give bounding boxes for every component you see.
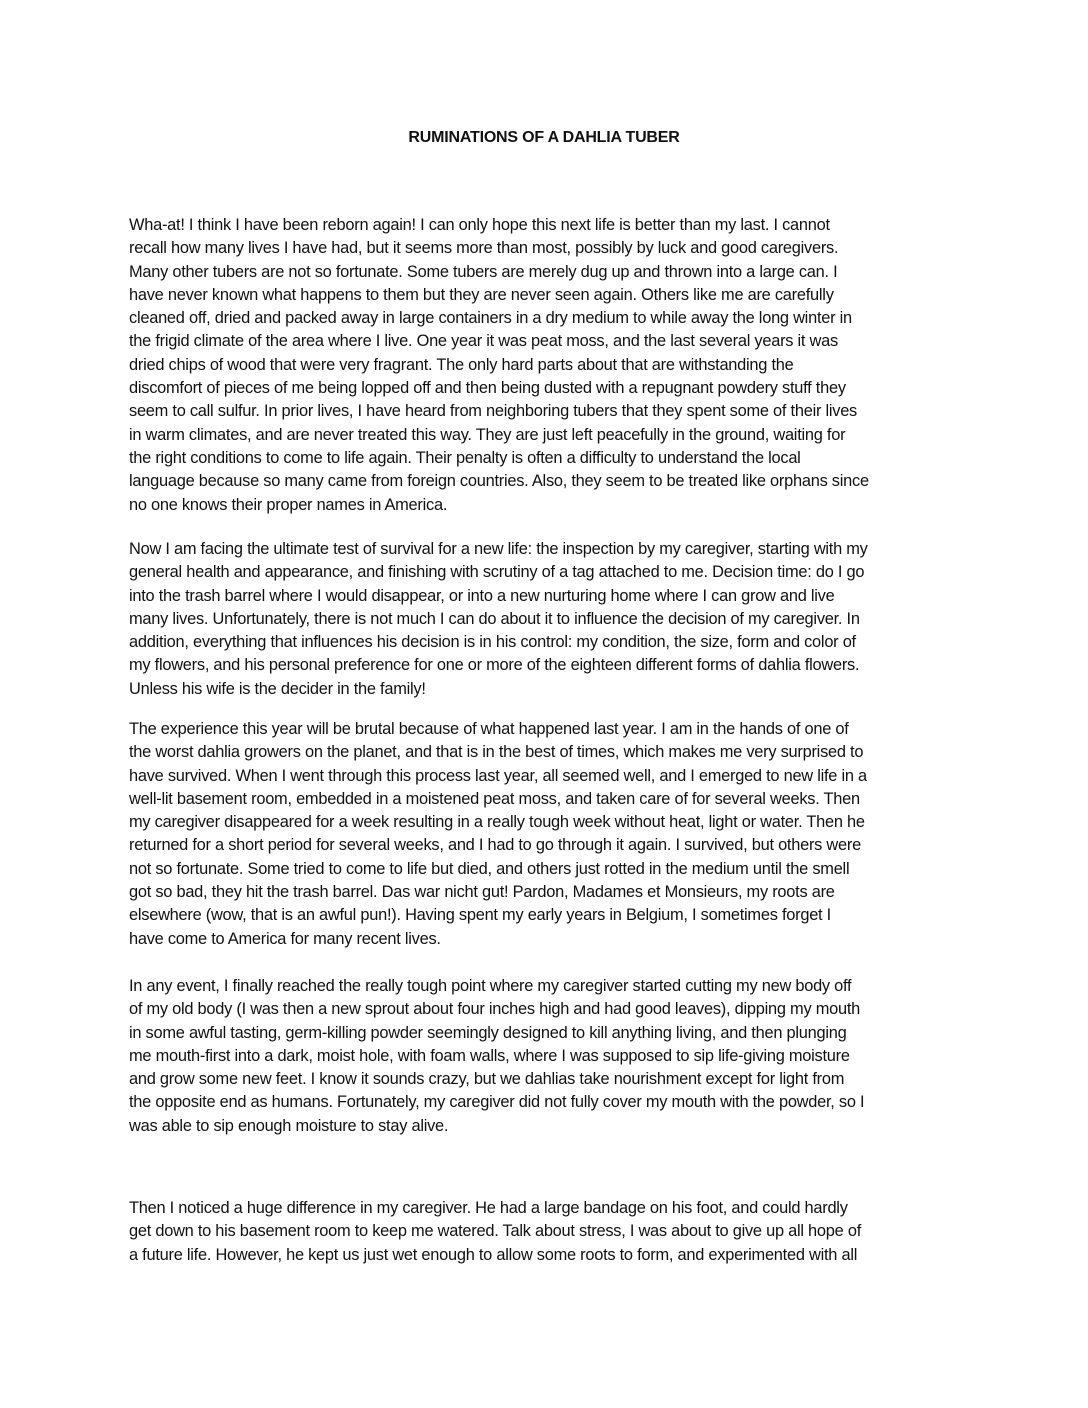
text-line: many lives. Unfortunately, there is not much I can do about it to influence the decision of my caregiver. In bbox=[129, 609, 860, 628]
text-line: general health and appearance, and finishing with scrutiny of a tag attached to me. Decision time: do I go bbox=[129, 563, 865, 582]
text-line: the opposite end as humans. Fortunately, my caregiver did not fully cover my mouth with the powder, so I bbox=[129, 1093, 865, 1112]
text-line: have come to America for many recent lives. bbox=[129, 929, 441, 948]
text-line: me mouth-first into a dark, moist hole, with foam walls, where I was supposed to sip life-giving moisture bbox=[129, 1046, 850, 1065]
paragraph-1 bbox=[129, 214, 969, 517]
text-line: Wha-at! I think I have been reborn again! I can only hope this next life is better than my last. I cannot bbox=[129, 216, 830, 234]
text-line: my caregiver disappeared for a week resulting in a really tough week without heat, light or water. Then he bbox=[129, 813, 865, 832]
text-line: Now I am facing the ultimate test of survival for a new life: the inspection by my caregiver, starting with my bbox=[129, 540, 868, 558]
text-line: got so bad, they hit the trash barrel. Das war nicht gut! Pardon, Madames et Monsieurs, my roots are bbox=[129, 883, 835, 902]
text-line: dried chips of wood that were very fragrant. The only hard parts about that are withstanding the bbox=[129, 355, 794, 374]
text-line: elsewhere (wow, that is an awful pun!). Having spent my early years in Belgium, I sometimes forget I bbox=[129, 906, 831, 925]
paragraph-3 bbox=[129, 718, 969, 951]
text-line: The experience this year will be brutal because of what happened last year. I am in the hands of one of bbox=[129, 720, 849, 738]
text-line: no one knows their proper names in America. bbox=[129, 495, 448, 514]
text-line: the right conditions to come to life again. Their penalty is often a difficulty to understand the local bbox=[129, 448, 801, 467]
text-line: not so fortunate. Some tried to come to life but died, and others just rotted in the medium until the smell bbox=[129, 859, 850, 878]
text-line: In any event, I finally reached the really tough point where my caregiver started cutting my new body off bbox=[129, 977, 852, 995]
text-line: language because so many came from foreign countries. Also, they seem to be treated like orphans since bbox=[129, 472, 869, 491]
text-line: Many other tubers are not so fortunate. Some tubers are merely dug up and thrown into a large can. I bbox=[129, 262, 838, 281]
text-line: in warm climates, and are never treated this way. They are just left peacefully in the ground, waiting for bbox=[129, 425, 846, 444]
text-line: cleaned off, dried and packed away in large containers in a dry medium to while away the long winter in bbox=[129, 309, 852, 328]
text-line: of my old body (I was then a new sprout about four inches high and had good leaves), dipping my mouth bbox=[129, 1000, 861, 1019]
text-line: returned for a short period for several weeks, and I had to go through it again. I survived, but others were bbox=[129, 836, 861, 855]
text-line: into the trash barrel where I would disappear, or into a new nurturing home where I can grow and live bbox=[129, 586, 835, 605]
text-line: seem to call sulfur. In prior lives, I have heard from neighboring tubers that they spent some of their lives bbox=[129, 402, 858, 421]
text-line: the frigid climate of the area where I live. One year it was peat moss, and the last several years it was bbox=[129, 332, 838, 351]
text-line: have never known what happens to them but they are never seen again. Others like me are carefully bbox=[129, 285, 834, 304]
text-line: and grow some new feet. I know it sounds crazy, but we dahlias take nourishment except for light from bbox=[129, 1070, 845, 1089]
text-line: recall how many lives I have had, but it seems more than most, possibly by luck and good caregivers. bbox=[129, 239, 839, 258]
text-line: have survived. When I went through this process last year, all seemed well, and I emerged to new life in a bbox=[129, 766, 867, 785]
text-line: my flowers, and his personal preference for one or more of the eighteen different forms of dahlia flowers. bbox=[129, 656, 860, 675]
text-line: well-lit basement room, embedded in a moistened peat moss, and taken care of for several weeks. Then bbox=[129, 789, 860, 808]
text-line: addition, everything that influences his decision is in his control: my condition, the size, form and color of bbox=[129, 633, 856, 652]
text-line: a future life. However, he kept us just wet enough to allow some roots to form, and experimented with all bbox=[129, 1245, 858, 1264]
text-line: the worst dahlia growers on the planet, and that is in the best of times, which makes me very surprised to bbox=[129, 743, 864, 762]
document-title: RUMINATIONS OF A DAHLIA TUBER bbox=[408, 129, 680, 146]
text-line: was able to sip enough moisture to stay alive. bbox=[129, 1116, 449, 1135]
text-line: get down to his basement room to keep me watered. Talk about stress, I was about to give up all hope of bbox=[129, 1222, 861, 1241]
text-line: discomfort of pieces of me being lopped off and then being dusted with a repugnant powdery stuff they bbox=[129, 379, 846, 398]
paragraph-4 bbox=[129, 975, 969, 1138]
text-line: Unless his wife is the decider in the family! bbox=[129, 679, 426, 698]
paragraph-2 bbox=[129, 538, 969, 701]
text-line: in some awful tasting, germ-killing powder seemingly designed to kill anything living, and then plunging bbox=[129, 1023, 847, 1042]
paragraph-5 bbox=[129, 1197, 969, 1267]
text-line: Then I noticed a huge difference in my caregiver. He had a large bandage on his foot, and could hardly bbox=[129, 1199, 848, 1217]
